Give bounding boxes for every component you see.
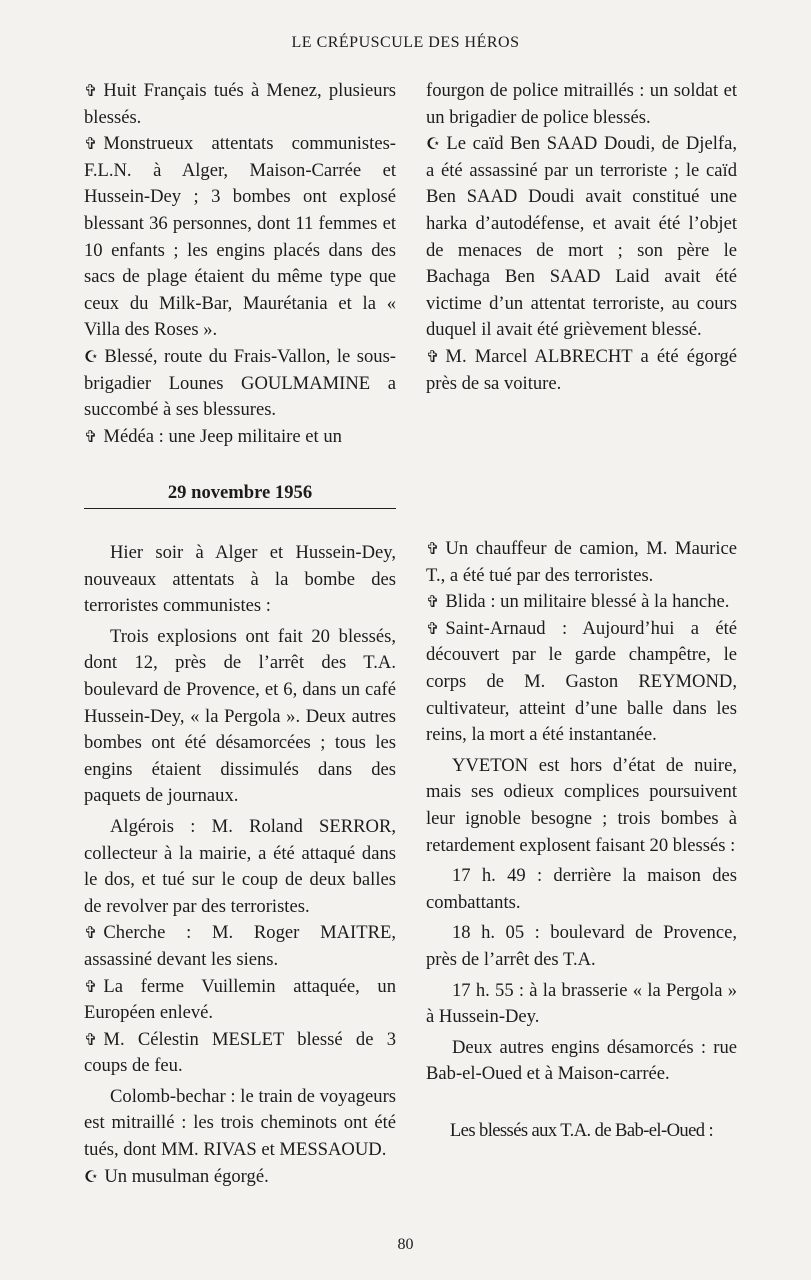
news-item bbox=[84, 974, 396, 1027]
news-item bbox=[84, 424, 396, 451]
cross-icon: ✞ bbox=[84, 1029, 98, 1049]
news-item bbox=[426, 863, 737, 916]
news-item-text: Deux autres engins désamorcés : rue Bab-el-Oued et à Maison-carrée. bbox=[426, 1036, 737, 1085]
page-number: 80 bbox=[397, 1236, 414, 1253]
news-item-text: Le caïd Ben SAAD Doudi, de Djelfa, a été assassiné par un terroriste ; le caïd Ben SAAD Doudi avait constitué une harka d’autodéfense, et avait été l’objet de menaces de mort ; son père le Bachaga Ben SAAD Laid avait été victime d’un attentat terroriste, au cours duquel il avait été grièvement blessé. bbox=[426, 133, 737, 341]
news-item bbox=[84, 1027, 396, 1080]
news-item-text: Médéa : une Jeep militaire et un bbox=[103, 425, 342, 447]
top-right-column bbox=[426, 78, 737, 397]
cross-icon: ✞ bbox=[84, 426, 98, 446]
cross-icon: ✞ bbox=[84, 923, 98, 943]
news-item-text: Un musulman égorgé. bbox=[104, 1165, 269, 1187]
news-item-text: Colomb-bechar : le train de voyageurs est mitraillé : les trois cheminots ont été tués, dont MM. RIVAS et MESSAOUD. bbox=[84, 1085, 396, 1161]
news-item-text: Monstrueux attentats communistes-F.L.N. à Alger, Maison-Carrée et Hussein-Dey ; 3 bombes ont explosé blessant 36 personnes, dont 11 femmes et 10 enfants ; les engins placés dans des sacs de plage étaient du même type que ceux du Milk-Bar, Maurétania et la « Villa des Roses ». bbox=[84, 133, 396, 341]
news-item-text: Algérois : M. Roland SERROR, collecteur à la mairie, a été attaqué dans le dos, et tué sur le coup de deux balles de revolver par des terroristes. bbox=[84, 815, 396, 917]
news-item bbox=[84, 540, 396, 620]
news-item-text: 18 h. 05 : boulevard de Provence, près de l’arrêt des T.A. bbox=[426, 922, 737, 970]
news-item bbox=[84, 814, 396, 920]
news-item bbox=[426, 78, 737, 131]
news-item bbox=[426, 616, 737, 749]
crescent-icon: ☪ bbox=[426, 134, 441, 154]
news-item bbox=[426, 131, 737, 344]
news-item bbox=[426, 1035, 737, 1088]
section-date-heading: 29 novembre 1956 bbox=[167, 482, 313, 503]
news-item bbox=[84, 920, 396, 973]
news-item-text: Cherche : M. Roger MAITRE, assassiné devant les siens. bbox=[84, 922, 396, 970]
crescent-icon: ☪ bbox=[84, 346, 99, 366]
news-item bbox=[426, 589, 737, 616]
news-item bbox=[426, 536, 737, 589]
cross-icon: ✞ bbox=[84, 976, 98, 996]
date-underline bbox=[84, 508, 396, 509]
crescent-icon: ☪ bbox=[84, 1166, 99, 1186]
cross-icon: ✞ bbox=[426, 592, 440, 612]
news-item-text: Blessé, route du Frais-Vallon, le sous-brigadier Lounes GOULMAMINE a succombé à ses blessures. bbox=[84, 345, 396, 421]
cross-icon: ✞ bbox=[426, 618, 440, 638]
news-item-text: Huit Français tués à Menez, plusieurs blessés. bbox=[84, 80, 396, 128]
news-item-text: fourgon de police mitraillés : un soldat et un brigadier de police blessés. bbox=[426, 80, 737, 128]
news-item bbox=[84, 131, 396, 344]
news-item-text: M. Célestin MESLET blessé de 3 coups de feu. bbox=[84, 1028, 396, 1077]
news-item bbox=[84, 624, 396, 810]
news-item bbox=[426, 978, 737, 1031]
news-item bbox=[426, 920, 737, 973]
news-item bbox=[84, 78, 396, 131]
news-item-text: M. Marcel ALBRECHT a été égorgé près de sa voiture. bbox=[426, 345, 737, 394]
news-item bbox=[84, 1084, 396, 1164]
bottom-left-column bbox=[84, 536, 396, 1190]
cross-icon: ✞ bbox=[84, 81, 98, 100]
running-header: LE CRÉPUSCULE DES HÉROS bbox=[291, 34, 520, 51]
news-item-text: La ferme Vuillemin attaquée, un Européen enlevé. bbox=[84, 975, 396, 1024]
cross-icon: ✞ bbox=[426, 346, 440, 366]
news-item-text: Hier soir à Alger et Hussein-Dey, nouveaux attentats à la bombe des terroristes communistes : bbox=[84, 542, 396, 617]
bottom-right-column bbox=[426, 536, 737, 1144]
news-item-text: 17 h. 55 : à la brasserie « la Pergola » à Hussein-Dey. bbox=[426, 979, 737, 1028]
news-item-text: 17 h. 49 : derrière la maison des combattants. bbox=[426, 865, 737, 913]
news-item-text: Blida : un militaire blessé à la hanche. bbox=[445, 591, 730, 613]
cross-icon: ✞ bbox=[84, 134, 98, 154]
news-item-text: Un chauffeur de camion, M. Maurice T., a été tué par des terroristes. bbox=[426, 538, 737, 586]
news-item bbox=[84, 344, 396, 424]
news-item bbox=[426, 753, 737, 859]
wounded-list-heading: Les blessés aux T.A. de Bab-el-Oued : bbox=[449, 1119, 714, 1141]
news-item-text: Saint-Arnaud : Aujourd’hui a été découvert par le garde champêtre, le corps de M. Gaston REYMOND, cultivateur, atteint d’une balle dans les reins, la mort a été instantanée. bbox=[426, 617, 737, 746]
news-item-text: Trois explosions ont fait 20 blessés, dont 12, près de l’arrêt des T.A. boulevard de Provence, et 6, dans un café Hussein-Dey, « la Pergola ». Deux autres bombes ont été désamorcées ; tous les engins étaient dissimulés dans des paquets de journaux. bbox=[84, 625, 396, 807]
news-item-text: YVETON est hors d’état de nuire, mais ses odieux complices poursuivent leur ignoble besogne ; trois bombes à retardement explosent faisant 20 blessés : bbox=[426, 754, 737, 856]
news-item bbox=[426, 344, 737, 397]
news-item bbox=[84, 1164, 396, 1191]
cross-icon: ✞ bbox=[426, 539, 440, 558]
top-left-column bbox=[84, 78, 396, 450]
